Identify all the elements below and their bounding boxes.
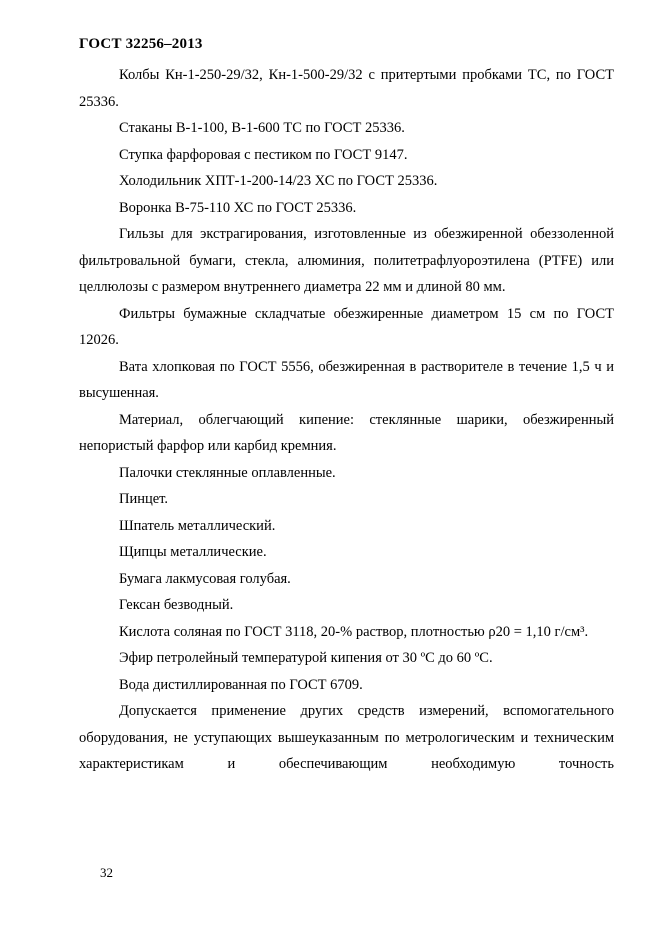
document-body bbox=[79, 62, 614, 778]
paragraph: Вода дистиллированная по ГОСТ 6709. bbox=[119, 676, 363, 693]
paragraph: Допускается применение других средств измерений, вспомогательного оборудования, не уступающих вышеуказанным по метрологическим и техническим характеристикам и обеспечивающим необходимую точность bbox=[79, 703, 614, 772]
paragraph: Пинцет. bbox=[119, 491, 169, 507]
paragraph: Эфир петролейный температурой кипения от 30 ºС до 60 ºС. bbox=[119, 650, 493, 666]
paragraph: Вата хлопковая по ГОСТ 5556, обезжиренная в растворителе в течение 1,5 ч и высушенная. bbox=[79, 358, 614, 401]
paragraph: Воронка В-75-110 ХС по ГОСТ 25336. bbox=[119, 199, 357, 216]
paragraph: Колбы Кн-1-250-29/32, Кн-1-500-29/32 с притертыми пробками ТС, по ГОСТ 25336. bbox=[79, 67, 614, 110]
paragraph: Ступка фарфоровая с пестиком по ГОСТ 9147. bbox=[119, 146, 408, 163]
paragraph: Материал, облегчающий кипение: стеклянные шарики, обезжиренный непористый фарфор или карбид кремния. bbox=[79, 411, 614, 454]
paragraph: Кислота соляная по ГОСТ 3118, 20-% раствор, плотностью ρ20 = 1,10 г/см³. bbox=[119, 623, 589, 640]
paragraph: Бумага лакмусовая голубая. bbox=[119, 570, 291, 587]
paragraph: Стаканы В-1-100, В-1-600 ТС по ГОСТ 25336. bbox=[119, 120, 405, 136]
page-number: 32 bbox=[100, 865, 113, 880]
paragraph: Шпатель металлический. bbox=[119, 517, 276, 534]
paragraph: Гексан безводный. bbox=[119, 597, 234, 613]
paragraph: Гильзы для экстрагирования, изготовленные из обезжиренной обеззоленной фильтровальной бумаги, стекла, алюминия, политетрафлуороэтилена (PTFE) или целлюлозы с размером внутреннего диаметра 22 мм и длиной 80 мм. bbox=[79, 226, 614, 295]
paragraph: Палочки стеклянные оплавленные. bbox=[119, 464, 336, 481]
document-header: ГОСТ 32256–2013 bbox=[79, 36, 203, 52]
paragraph: Холодильник ХПТ-1-200-14/23 ХС по ГОСТ 25336. bbox=[119, 173, 438, 189]
paragraph: Фильтры бумажные складчатые обезжиренные диаметром 15 см по ГОСТ 12026. bbox=[79, 305, 614, 348]
paragraph: Щипцы металлические. bbox=[119, 544, 267, 560]
